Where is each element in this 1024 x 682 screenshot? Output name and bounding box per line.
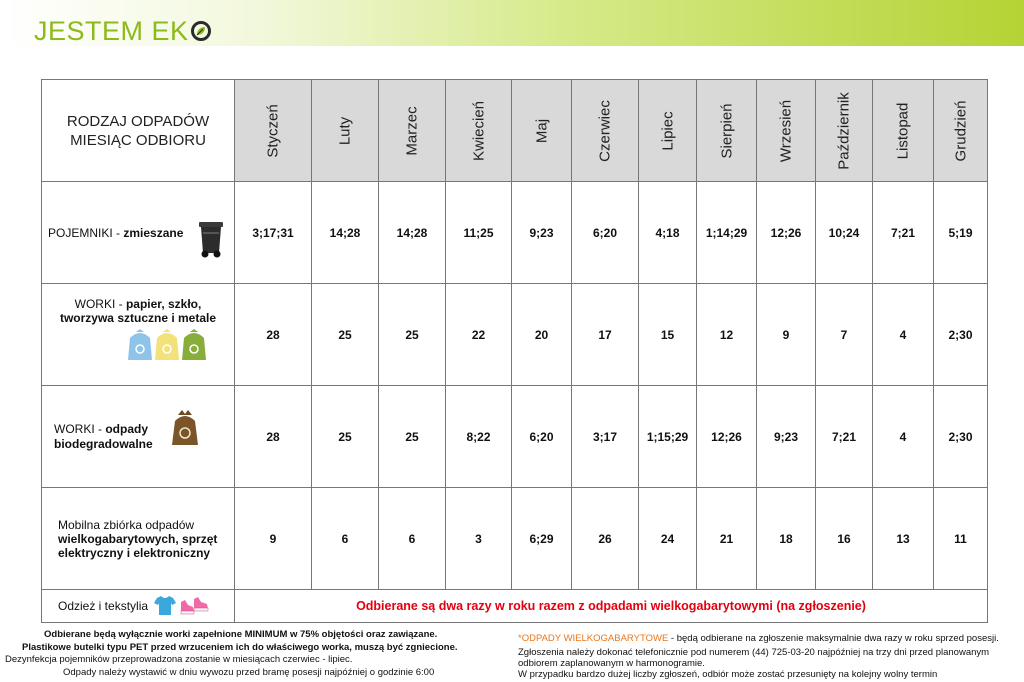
schedule-cell: 11;25 [446, 182, 512, 284]
month-label: Luty [336, 116, 354, 145]
table-row-bulky [42, 488, 988, 590]
month-header [512, 80, 572, 182]
logo-text: JESTEM EK [34, 16, 189, 46]
row-label: Odzież i tekstylia [58, 599, 149, 613]
row-label-normal: Mobilna zbiórka odpadów [58, 517, 195, 532]
footer-right-notes [518, 633, 1014, 680]
schedule-cell: 26 [572, 488, 639, 590]
schedule-cell: 28 [235, 386, 312, 488]
month-label: Lipiec [659, 110, 676, 151]
footer-left-notes [0, 629, 500, 679]
schedule-cell: 10;24 [816, 182, 873, 284]
month-header [312, 80, 379, 182]
row-label-cell [42, 488, 235, 590]
row-label-cell [42, 182, 235, 284]
month-header [873, 80, 934, 182]
row-label-bold: papier, szkło, tworzywa sztuczne i metale [59, 296, 217, 325]
schedule-cell: 6 [379, 488, 446, 590]
schedule-cell: 15 [639, 284, 697, 386]
bulky-delay-note: W przypadku bardzo dużej liczby zgłoszeń, odbiór może zostać przesunięty na kolejny wolny termin [518, 669, 938, 680]
month-header [379, 80, 446, 182]
schedule-cell: 7 [816, 284, 873, 386]
row-label-normal: WORKI - [54, 421, 106, 436]
month-header [446, 80, 512, 182]
schedule-cell: 5;19 [934, 182, 988, 284]
row-label-cell [42, 284, 235, 386]
month-header [757, 80, 816, 182]
schedule-cell: 6;20 [572, 182, 639, 284]
bin-icon [198, 220, 224, 261]
footer-note-3: Dezynfekcja pojemników przeprowadzona zostanie w miesiącach czerwiec - lipiec. [5, 654, 353, 665]
month-label: Listopad [894, 102, 912, 159]
month-label: Czerwiec [596, 99, 614, 162]
month-label: Maj [533, 118, 550, 143]
month-header [639, 80, 697, 182]
schedule-cell: 25 [379, 386, 446, 488]
month-header [697, 80, 757, 182]
schedule-cell: 4;18 [639, 182, 697, 284]
schedule-cell: 9 [235, 488, 312, 590]
month-header [934, 80, 988, 182]
schedule-cell: 4 [873, 284, 934, 386]
schedule-cell: 4 [873, 386, 934, 488]
schedule-cell: 14;28 [379, 182, 446, 284]
footer-note-1: Odbierane będą wyłącznie worki zapełnione MINIMUM w 75% objętości oraz zawiązane. [44, 629, 438, 640]
month-header [235, 80, 312, 182]
footer-note-2: Plastikowe butelki typu PET przed wrzuceniem ich do właściwego worka, muszą być zgniecione. [22, 641, 458, 653]
recycling-bags-icon [108, 328, 228, 365]
schedule-cell: 3;17;31 [235, 182, 312, 284]
month-label: Grudzień [952, 100, 969, 161]
schedule-cell: 1;14;29 [697, 182, 757, 284]
schedule-cell: 8;22 [446, 386, 512, 488]
schedule-cell: 16 [816, 488, 873, 590]
leaf-icon [191, 21, 211, 41]
bulky-info-line [518, 633, 1014, 644]
schedule-cell: 18 [757, 488, 816, 590]
month-header [816, 80, 873, 182]
bulky-phone-note: Zgłoszenia należy dokonać telefonicznie pod numerem (44) 725-03-20 najpóźniej na trzy dni przed planowanym odbiorem zaplanowanym w harmonogramie. [518, 647, 990, 669]
header-label-2: MIESIĄC ODBIORU [70, 131, 206, 149]
schedule-cell: 2;30 [934, 284, 988, 386]
schedule-cell: 12 [697, 284, 757, 386]
schedule-cell: 24 [639, 488, 697, 590]
month-label: Sierpień [718, 102, 735, 159]
row-label [48, 297, 228, 325]
schedule-cell: 6 [312, 488, 379, 590]
month-label: Marzec [403, 105, 421, 156]
schedule-cell: 1;15;29 [639, 386, 697, 488]
schedule-cell: 11 [934, 488, 988, 590]
schedule-cell: 3;17 [572, 386, 639, 488]
month-header [572, 80, 639, 182]
month-label: Styczeń [264, 103, 282, 158]
schedule-cell: 25 [312, 284, 379, 386]
footer-note-4: Odpady należy wystawić w dniu wywozu przed bramę posesji najpóźniej o godzinie 6:00 [63, 666, 435, 678]
schedule-cell: 25 [379, 284, 446, 386]
row-label-normal: POJEMNIKI - [48, 225, 124, 240]
schedule-cell: 22 [446, 284, 512, 386]
sneakers-icon [179, 594, 211, 619]
schedule-cell: 21 [697, 488, 757, 590]
schedule-cell: 9 [757, 284, 816, 386]
logo [34, 16, 211, 46]
schedule-cell: 17 [572, 284, 639, 386]
schedule-cell: 6;29 [512, 488, 572, 590]
month-label: Kwiecień [470, 100, 487, 161]
schedule-cell: 3 [446, 488, 512, 590]
schedule-cell: 7;21 [816, 386, 873, 488]
header-row [42, 80, 988, 182]
schedule-cell: 14;28 [312, 182, 379, 284]
schedule-cell: 7;21 [873, 182, 934, 284]
row-label-normal: WORKI - [74, 296, 126, 311]
table-row-recycling [42, 284, 988, 386]
table-row-bio [42, 386, 988, 488]
row-label-bold: wielkogabarytowych, sprzęt elektryczny i elektroniczny [58, 531, 218, 560]
row-label [48, 518, 228, 560]
schedule-cell: 9;23 [757, 386, 816, 488]
schedule-cell: 9;23 [512, 182, 572, 284]
schedule-cell: 25 [312, 386, 379, 488]
tshirt-icon [154, 594, 176, 619]
row-label-bold: odpady biodegradowalne [54, 421, 153, 451]
month-label: Wrzesień [777, 99, 795, 162]
row-label-cell [42, 590, 235, 623]
schedule-cell: 2;30 [934, 386, 988, 488]
schedule-cell: 6;20 [512, 386, 572, 488]
schedule-cell: 12;26 [697, 386, 757, 488]
schedule-cell: 20 [512, 284, 572, 386]
row-label-bold: zmieszane [123, 225, 184, 240]
table-row-textiles [42, 590, 988, 623]
schedule-cell: 13 [873, 488, 934, 590]
bio-bag-icon [170, 409, 200, 450]
month-label: Październik [835, 91, 853, 170]
table-row-bins [42, 182, 988, 284]
schedule-table [41, 79, 988, 623]
header-label-cell [42, 80, 235, 182]
textiles-note: Odbierane są dwa razy w roku razem z odpadami wielkogabarytowymi (na zgłoszenie) [235, 590, 988, 623]
schedule-cell: 28 [235, 284, 312, 386]
header-label-1: RODZAJ ODPADÓW [66, 112, 210, 130]
bulky-label: *ODPADY WIELKOGABARYTOWE [518, 633, 669, 644]
row-label [48, 226, 183, 240]
schedule-cell: 12;26 [757, 182, 816, 284]
bulky-info-rest: - będą odbierane na zgłoszenie maksymalnie dwa razy w roku sprzed posesji. [668, 633, 999, 644]
row-label [48, 422, 162, 452]
row-label-cell [42, 386, 235, 488]
